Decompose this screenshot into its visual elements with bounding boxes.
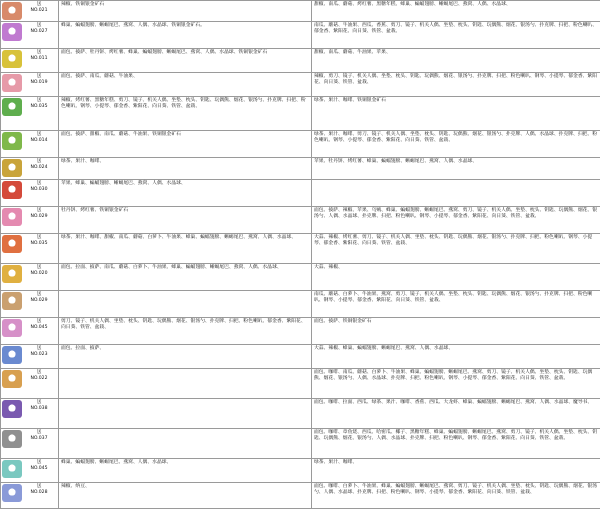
gift-list-a: 蜂巢、蝙蝠翅膀、蜥蜴尾巴、燕窝、人偶、水晶球、铁铜银金矿石。 — [59, 22, 312, 49]
gift-list-b: 绿茶、果汁、咖啡、 — [312, 459, 600, 483]
character-cell — [1, 22, 59, 49]
table-row — [1, 97, 600, 131]
character-portrait-icon — [2, 400, 22, 418]
character-number: NO.021 — [30, 7, 48, 13]
character-cell — [1, 49, 59, 73]
table-row — [1, 234, 600, 264]
gift-list-b: 面包、咖啡、拉面、西瓜、绿茶、果汁、咖啡、香蕉、西瓜、大龙虾、蜂巢、蝙蝠翅膀、蜥蜴尾巴、燕窝、人偶、水晶球、魔导书、 — [312, 399, 600, 429]
character-number: NO.023 — [30, 351, 48, 357]
table-row — [1, 22, 600, 49]
gift-list-b: 面包、咖啡、南瓜、蘑菇、白萝卜、牛油果、蜂巢、蝙蝠翅膀、蜥蜴尾巴、燕窝、剪刀、镜子、机关人偶、坐垫、枕头、钥匙、玩偶熊、烟花、银汤勺、人偶、水晶球、扑克牌、扫把、粉色喇叭、钢琴、小提琴、郁金香、紫阳花、向日葵、铁管、盆栽、 — [312, 369, 600, 399]
character-number: NO.019 — [30, 79, 48, 85]
character-cell — [1, 399, 59, 429]
character-cell — [1, 234, 59, 264]
gift-list-b: 南瓜、蘑菇、白萝卜、牛油果、燕窝、剪刀、镜子、机关人偶、坐垫、枕头、钥匙、玩偶熊、烟花、银汤勺、扑克牌、扫把、粉色喇叭、钢琴、小提琴、郁金香、紫阳花、向日葵、铁管、盆栽、 — [312, 291, 600, 318]
gift-label: 送 — [36, 319, 42, 324]
gift-list-a: 剪刀、镜子、机关人偶、坐垫、枕头、钥匙、玩偶熊、烟花、银汤勺、扑克牌、扫把、粉色喇叭、郁金香、紫阳花、向日葵、铁管、盆栽、 — [59, 318, 312, 345]
table-row — [1, 429, 600, 459]
gift-list-a — [59, 369, 312, 399]
character-portrait-icon — [2, 346, 22, 364]
character-cell — [1, 180, 59, 207]
character-cell — [1, 318, 59, 345]
character-number: NO.045 — [30, 324, 48, 330]
gift-label: 送 — [36, 23, 42, 28]
gift-list-a: 面包、披萨、甜椒、南瓜、蘑菇、牛油果、铁铜银金矿石 — [59, 131, 312, 158]
character-number: NO.020 — [30, 270, 48, 276]
gift-list-b: 甜椒、南瓜、蘑菇、烤红薯、黑糖年糕、蜂巢、蝙蝠翅膀、蜥蜴尾巴、燕窝、人偶、水晶球、 — [312, 1, 600, 22]
gift-list-b: 面包、披萨、铁铜银金矿石 — [312, 318, 600, 345]
gift-label: 送 — [36, 159, 42, 164]
character-cell — [1, 264, 59, 291]
character-portrait-icon — [2, 2, 22, 20]
gift-list-b: 苹果、牡丹饼、烤红薯、蜂巢、蝙蝠翅膀、蜥蜴尾巴、燕窝、人偶、水晶球、 — [312, 158, 600, 180]
character-portrait-icon — [2, 132, 22, 150]
table-row — [1, 318, 600, 345]
gift-label: 送 — [36, 132, 42, 137]
gift-list-a: 苹果、蜂巢、蝙蝠翅膀、蜥蜴尾巴、燕窝、人偶、水晶球、 — [59, 180, 312, 207]
table-row — [1, 180, 600, 207]
character-portrait-icon — [2, 319, 22, 337]
table-row — [1, 1, 600, 22]
character-number: NO.027 — [30, 28, 48, 34]
character-cell — [1, 73, 59, 97]
character-portrait-icon — [2, 235, 22, 253]
character-cell — [1, 483, 59, 509]
character-portrait-icon — [2, 208, 22, 226]
gift-list-b: 绿茶、果汁、咖啡、剪刀、镜子、机关人偶、坐垫、枕头、钥匙、玩偶熊、烟花、银汤勺、扑克牌、人偶、水晶球、扑克牌、扫把、粉色喇叭、钢琴、小提琴、郁金香、紫阳花、向日葵、铁管、盆栽、 — [312, 131, 600, 158]
character-portrait-icon — [2, 370, 22, 388]
gift-list-a — [59, 429, 312, 459]
gift-list-a: 面包、披萨、牡丹饼、烤红薯、蜂巢、蝙蝠翅膀、蜥蜴尾巴、燕窝、人偶、水晶球、铁铜银金矿石 — [59, 49, 312, 73]
gift-list-a: 牡丹饼、烤红薯、铁铜银金矿石 — [59, 207, 312, 234]
table-row — [1, 345, 600, 369]
character-cell — [1, 97, 59, 131]
character-number: NO.028 — [30, 489, 48, 495]
character-portrait-icon — [2, 159, 22, 177]
gift-label: 送 — [36, 430, 42, 435]
gift-label: 送 — [36, 98, 42, 103]
character-portrait-icon — [2, 74, 22, 92]
character-portrait-icon — [2, 430, 22, 448]
gift-list-a: 蜂巢、蝙蝠翅膀、蜥蜴尾巴、燕窝、人偶、水晶球、 — [59, 459, 312, 483]
character-number: NO.035 — [30, 103, 48, 109]
gift-list-b: 辣椒、剪刀、镜子、机关人偶、坐垫、枕头、钥匙、玩偶熊、烟花、银汤勺、扑克牌、扫把、粉色喇叭、钢琴、小提琴、郁金香、紫阳花、向日葵、铁管、盆栽、 — [312, 73, 600, 97]
character-portrait-icon — [2, 181, 22, 199]
character-cell — [1, 131, 59, 158]
character-number: NO.022 — [30, 375, 48, 381]
gift-list-b — [312, 180, 600, 207]
table-row — [1, 291, 600, 318]
gift-label: 送 — [36, 2, 42, 7]
gift-table-body — [1, 1, 600, 509]
character-portrait-icon — [2, 292, 22, 310]
character-number: NO.030 — [30, 186, 48, 192]
gift-label: 送 — [36, 181, 42, 186]
table-row — [1, 49, 600, 73]
character-number: NO.014 — [30, 137, 48, 143]
gift-label: 送 — [36, 370, 42, 375]
gift-list-a — [59, 399, 312, 429]
gift-list-a: 辣椒、纳豆、 — [59, 483, 312, 509]
gift-list-b: 大蒜、辣椒、蜂巢、蝙蝠翅膀、蜥蜴尾巴、燕窝、人偶、水晶球、 — [312, 345, 600, 369]
character-cell — [1, 369, 59, 399]
character-number: NO.037 — [30, 435, 48, 441]
gift-label: 送 — [36, 265, 42, 270]
character-cell — [1, 291, 59, 318]
table-row — [1, 399, 600, 429]
table-row — [1, 483, 600, 509]
table-row — [1, 369, 600, 399]
character-cell — [1, 158, 59, 180]
gift-list-a: 面包、披萨、南瓜、蘑菇、牛油果、 — [59, 73, 312, 97]
table-row — [1, 131, 600, 158]
table-row — [1, 459, 600, 483]
gift-list-b: 大蒜、辣椒、 — [312, 264, 600, 291]
gift-label: 送 — [36, 460, 42, 465]
character-cell — [1, 345, 59, 369]
gift-list-b: 面包、咖啡、白萝卜、牛油果、蜂巢、蝙蝠翅膀、蜥蜴尾巴、燕窝、剪刀、镜子、机关人偶、坐垫、枕头、钥匙、玩偶熊、烟花、银汤勺、人偶、水晶球、扑克牌、扫把、粉色喇叭、钢琴、小提琴、郁金香、紫阳花、向日葵、铁管、盆栽、 — [312, 483, 600, 509]
character-cell — [1, 207, 59, 234]
gift-list-a: 面包、拉面、披萨、 — [59, 345, 312, 369]
character-number: NO.035 — [30, 240, 48, 246]
character-portrait-icon — [2, 50, 22, 68]
gift-label: 送 — [36, 50, 42, 55]
gift-label: 送 — [36, 292, 42, 297]
gift-list-a: 绿茶、果汁、咖啡、 — [59, 158, 312, 180]
gift-list-a: 绿茶、果汁、咖啡、甜椒、南瓜、蘑菇、白萝卜、牛油果、蜂巢、蝙蝠翅膀、蜥蜴尾巴、燕窝、人偶、水晶球、 — [59, 234, 312, 264]
character-portrait-icon — [2, 98, 22, 116]
character-number: NO.011 — [30, 55, 48, 61]
gift-list-a: 辣椒、烤红薯、黑糖年糕、剪刀、镜子、机关人偶、坐垫、枕头、钥匙、玩偶熊、烟花、银汤勺、扑克牌、扫把、粉色喇叭、钢琴、小提琴、郁金香、紫阳花、向日葵、铁管、盆栽、 — [59, 97, 312, 131]
character-number: NO.029 — [30, 297, 48, 303]
gift-label: 送 — [36, 346, 42, 351]
character-portrait-icon — [2, 265, 22, 283]
gift-list-b: 大蒜、辣椒、烤红薯、剪刀、镜子、机关人偶、坐垫、枕头、钥匙、玩偶熊、烟花、银汤勺、扑克牌、扫把、粉色喇叭、钢琴、小提琴、郁金香、紫阳花、向日葵、铁管、盆栽、 — [312, 234, 600, 264]
table-row — [1, 264, 600, 291]
character-portrait-icon — [2, 460, 22, 478]
gift-label: 送 — [36, 74, 42, 79]
character-number: NO.029 — [30, 213, 48, 219]
character-portrait-icon — [2, 23, 22, 41]
character-number: NO.024 — [30, 164, 48, 170]
gift-list-b: 甜椒、南瓜、蘑菇、牛油果、苹果、 — [312, 49, 600, 73]
character-cell — [1, 429, 59, 459]
gift-list-b: 面包、咖啡、章鱼烧、西瓜、哈密瓜、椰子、黑糖年糕、蜂巢、蝙蝠翅膀、蜥蜴尾巴、燕窝、剪刀、镜子、机关人偶、坐垫、枕头、钥匙、玩偶熊、烟花、银汤勺、人偶、水晶球、扑克牌、扫把、粉色喇叭、钢琴、郁金香、紫阳花、向日葵、铁管、盆栽、 — [312, 429, 600, 459]
character-number: NO.038 — [30, 405, 48, 411]
gift-list-a — [59, 291, 312, 318]
character-cell — [1, 459, 59, 483]
character-cell — [1, 1, 59, 22]
table-row — [1, 158, 600, 180]
gift-label: 送 — [36, 484, 42, 489]
gift-list-b: 南瓜、蘑菇、牛油果、西瓜、香蕉、剪刀、镜子、机关人偶、坐垫、枕头、钥匙、玩偶熊、烟花、银汤勺、扑克牌、扫把、粉色喇叭、郁金香、紫阳花、向日葵、铁管、盆栽、 — [312, 22, 600, 49]
character-number: NO.045 — [30, 465, 48, 471]
table-row — [1, 73, 600, 97]
character-portrait-icon — [2, 484, 22, 502]
table-row — [1, 207, 600, 234]
gift-label: 送 — [36, 208, 42, 213]
gift-list-b: 面包、披萨、辣椒、苹果、乌贼、蜂巢、蝙蝠翅膀、蜥蜴尾巴、燕窝、剪刀、镜子、机关人偶、坐垫、枕头、钥匙、玩偶熊、烟花、银汤勺、人偶、水晶球、扑克牌、扫把、粉色喇叭、钢琴、小提琴、郁金香、紫阳花、向日葵、铁管、盆栽、 — [312, 207, 600, 234]
gift-list-a: 面包、拉面、披萨、南瓜、蘑菇、白萝卜、牛油果、蜂巢、蝙蝠翅膀、蜥蜴尾巴、燕窝、人偶、水晶球、 — [59, 264, 312, 291]
gift-label: 送 — [36, 400, 42, 405]
gift-list-a: 辣椒、铁铜银金矿石 — [59, 1, 312, 22]
gift-list-b: 绿茶、果汁、咖啡、铁铜银金矿石 — [312, 97, 600, 131]
gift-label: 送 — [36, 235, 42, 240]
